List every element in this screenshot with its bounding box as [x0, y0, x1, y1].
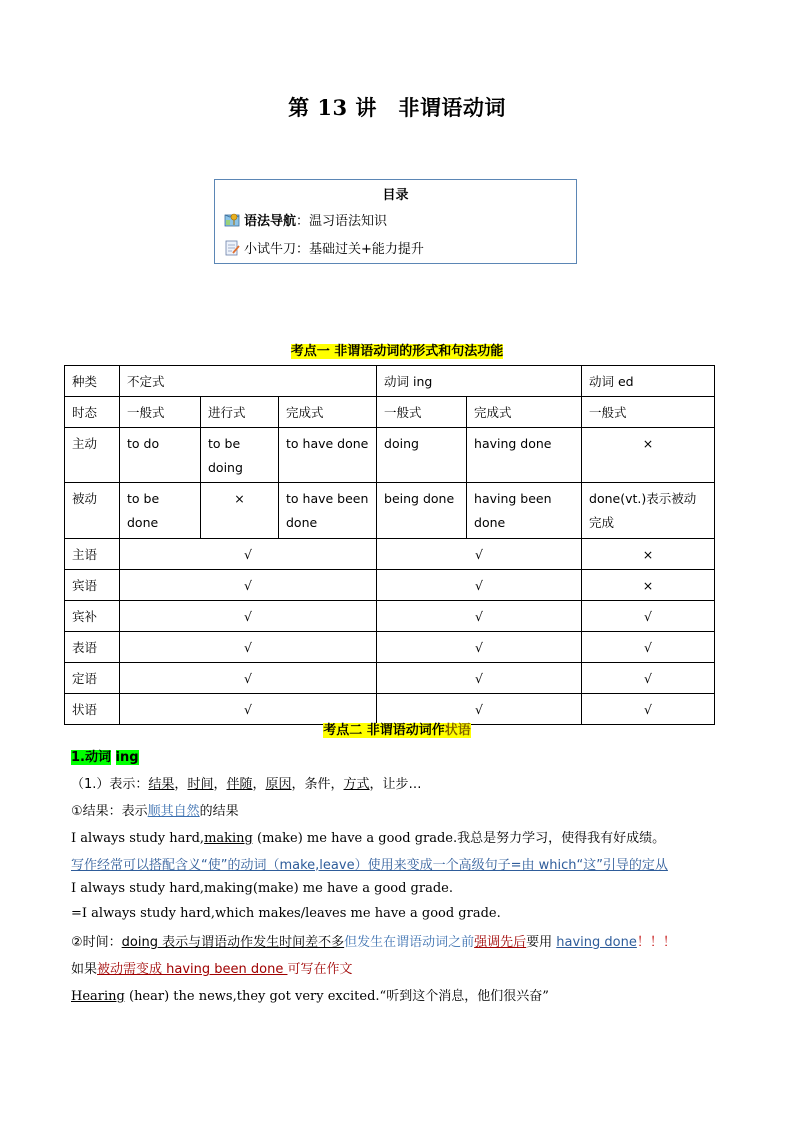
table-row: 定语 √ √ √ — [65, 663, 715, 694]
section-heading-2: 考点二 非谓语动词作状语 — [323, 723, 471, 738]
table-row: 主动 to do to be doing to have done doing having done × — [65, 428, 715, 483]
toc-heading: 目录 — [382, 188, 409, 203]
writing-tip-line: 写作经常可以搭配含义“使”的动词（make,leave）使用来变成一个高级句子=由 which“这”引导的定从 — [71, 858, 668, 873]
toc-item-text: ：温习语法知识 — [296, 214, 388, 229]
toc-item-text: 小试牛刀：基础过关+能力提升 — [244, 242, 424, 257]
toc-item-bold: 语法导航 — [244, 214, 297, 229]
table-row: 宾补 √ √ √ — [65, 601, 715, 632]
section-heading-1: 考点一 非谓语动词的形式和句法功能 — [290, 344, 504, 359]
subheading-verb-ing: 1.动词 ing — [71, 750, 139, 765]
table-row: 种类 不定式 动词 ing 动词 ed — [65, 366, 715, 397]
table-row: 状语 √ √ √ — [65, 694, 715, 725]
passive-note-line: 如果被动需变成 having been done 可写在作文 — [71, 962, 353, 977]
table-row: 被动 to be done × to have been done being done having been done done(vt.)表示被动完成 — [65, 483, 715, 539]
quiz-icon — [224, 240, 240, 256]
toc-item-quiz[interactable] — [224, 238, 424, 257]
example-sentence-4: Hearing (hear) the news,they got very excited.“听到这个消息，他们很兴奋” — [71, 989, 549, 1004]
toc-item-grammar[interactable] — [224, 210, 387, 229]
table-row: 宾语 √ √ × — [65, 570, 715, 601]
usage-list-line: （1.）表示：结果，时间，伴随，原因，条件，方式，让步… — [71, 777, 422, 792]
table-row: 表语 √ √ √ — [65, 632, 715, 663]
nonfinite-verb-table — [64, 365, 715, 725]
example-sentence-1: I always study hard,making (make) me have a good grade.我总是努力学习，使得我有好成绩。 — [71, 831, 666, 846]
table-row: 时态 一般式 进行式 完成式 一般式 完成式 一般式 — [65, 397, 715, 428]
map-icon — [224, 212, 240, 228]
page-title: 第 13 讲 非谓语动词 — [288, 95, 506, 120]
table-of-contents — [214, 179, 577, 264]
table-row: 主语 √ √ × — [65, 539, 715, 570]
example-sentence-3: =I always study hard,which makes/leaves me have a good grade. — [71, 906, 501, 921]
example-sentence-2: I always study hard,making(make) me have a good grade. — [71, 881, 453, 896]
time-line: ②时间：doing 表示与谓语动作发生时间差不多但发生在谓语动词之前强调先后要用 having done！！！ — [71, 935, 676, 950]
result-line: ①结果：表示顺其自然的结果 — [71, 804, 239, 819]
